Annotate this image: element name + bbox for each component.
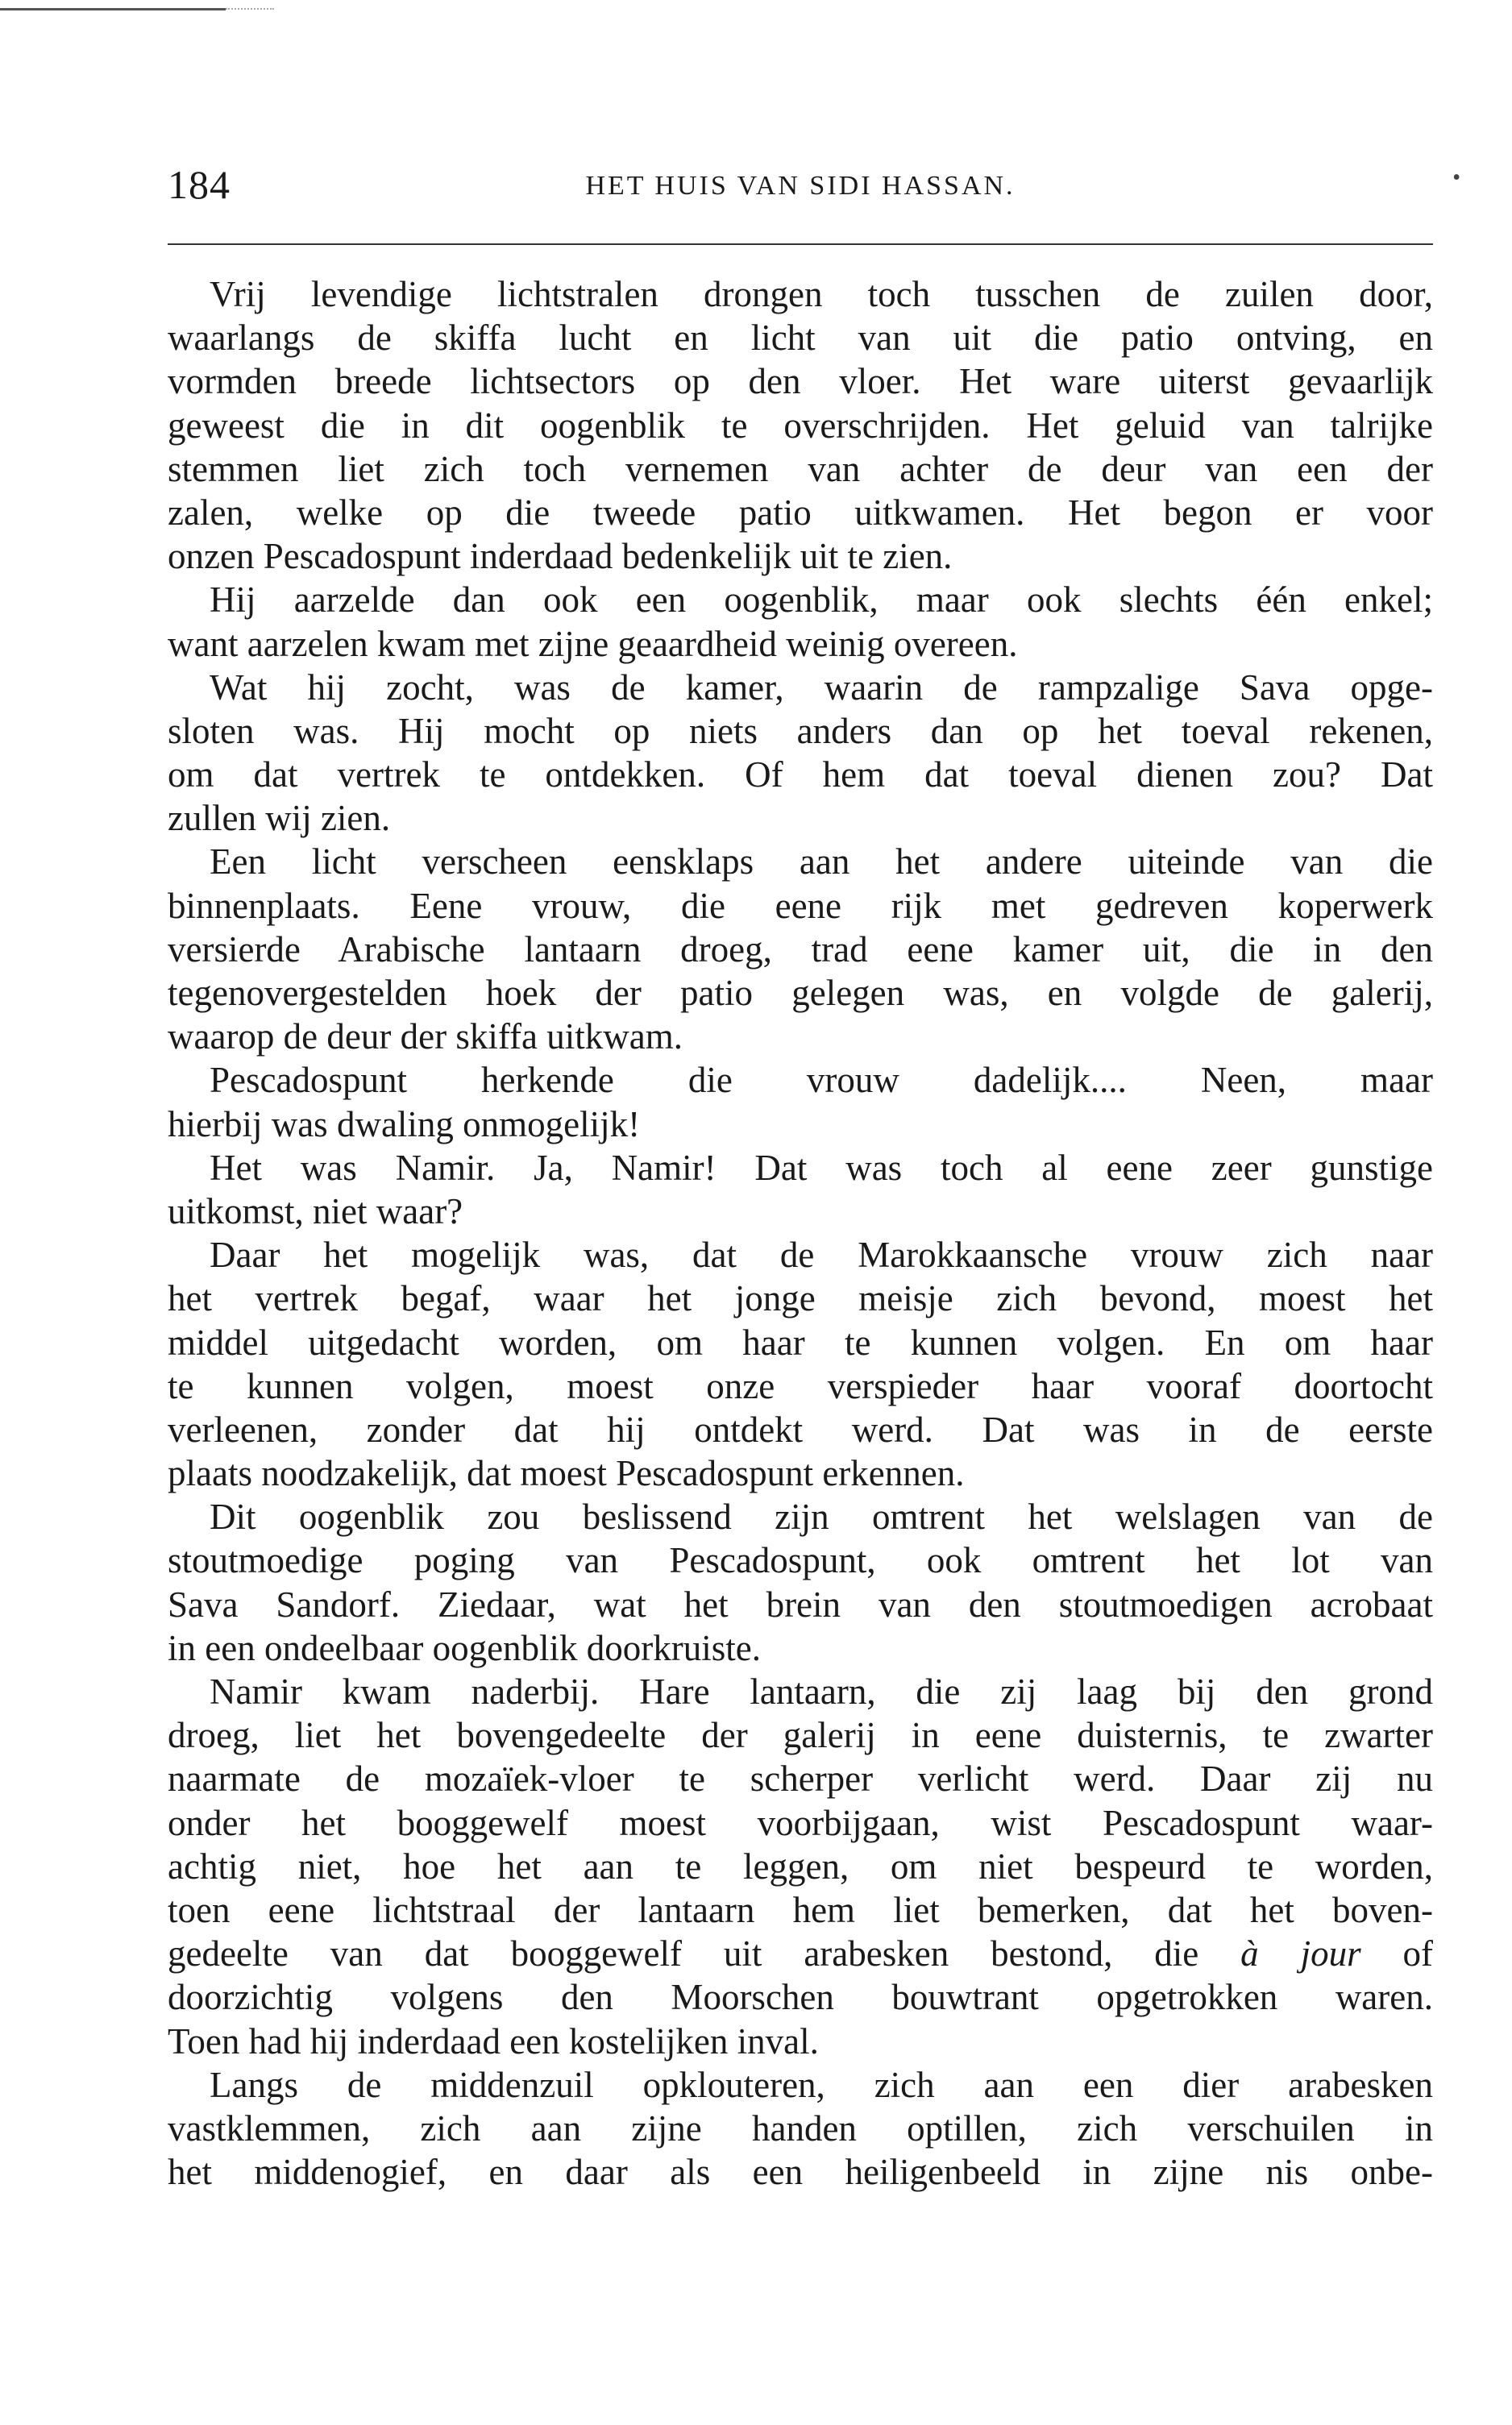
scan-edge-rule-faint xyxy=(226,8,274,10)
text-line: vastklemmen, zich aan zijne handen optillen, zich verschuilen in xyxy=(168,2107,1433,2149)
text-line: want aarzelen kwam met zijne geaardheid weinig overeen. xyxy=(168,623,1018,664)
text-line: tegenovergestelden hoek der patio gelegen was, en volgde de galerij, xyxy=(168,973,1433,1013)
running-title: HET HUIS VAN SIDI HASSAN. xyxy=(585,171,1016,201)
text-line: om dat vertrek te ontdekken. Of hem dat toeval dienen zou? Dat xyxy=(168,754,1433,795)
text-line: Een licht verscheen eensklaps aan het andere uiteinde van die xyxy=(210,841,1433,882)
text-line: Toen had hij inderdaad een kostelijken inval. xyxy=(168,2020,819,2062)
text-line: Het was Namir. Ja, Namir! Dat was toch al eene zeer gunstige xyxy=(210,1147,1433,1188)
text-line: toen eene lichtstraal der lantaarn hem liet bemerken, dat het boven- xyxy=(168,1889,1433,1930)
text-line: hierbij was dwaling onmogelijk! xyxy=(168,1103,641,1144)
italic-phrase: à jour xyxy=(1240,1933,1361,1974)
text-line: naarmate de mozaïek-vloer te scherper verlicht werd. Daar zij nu xyxy=(168,1759,1433,1800)
text-line: Langs de middenzuil opklouteren, zich aan een dier arabesken xyxy=(210,2064,1433,2105)
text-line: sloten was. Hij mocht op niets anders dan op het toeval rekenen, xyxy=(168,710,1433,751)
text-line: Hij aarzelde dan ook een oogenblik, maar ook slechts één enkel; xyxy=(210,579,1433,621)
text-line: stoutmoedige poging van Pescadospunt, ook omtrent het lot van xyxy=(168,1540,1433,1581)
text-line: Daar het mogelijk was, dat de Marokkaansche vrouw zich naar xyxy=(210,1235,1433,1276)
text-line: doorzichtig volgens den Moorschen bouwtrant opgetrokken waren. xyxy=(168,1977,1433,2018)
text-line: Pescadospunt herkende die vrouw dadelijk.... Neen, maar xyxy=(210,1060,1433,1101)
text-line: stemmen liet zich toch vernemen van achter de deur van een der xyxy=(168,448,1433,489)
text-line: onzen Pescadospunt inderdaad bedenkelijk uit te zien. xyxy=(168,536,953,577)
text-line: zullen wij zien. xyxy=(168,798,391,839)
text-line: Dit oogenblik zou beslissend zijn omtrent het welslagen van de xyxy=(210,1497,1433,1538)
stray-mark: • xyxy=(1452,165,1460,190)
text-line: het vertrek begaf, waar het jonge meisje zich bevond, moest het xyxy=(168,1278,1433,1319)
scan-edge-rule xyxy=(0,8,226,10)
text-line: zalen, welke op die tweede patio uitkwamen. Het begon er voor xyxy=(168,492,1433,533)
text-line: onder het booggewelf moest voorbijgaan, wist Pescadospunt waar- xyxy=(168,1802,1433,1843)
text-line: uitkomst, niet waar? xyxy=(168,1190,463,1231)
body-text xyxy=(168,272,1433,2194)
running-head xyxy=(168,161,1433,218)
text-line: droeg, liet het bovengedeelte der galerij in eene duisternis, te zwarter xyxy=(168,1715,1433,1756)
text-line: gedeelte van dat booggewelf uit arabesken bestond, die à jour of xyxy=(168,1933,1433,1974)
text-line: te kunnen volgen, moest onze verspieder haar vooraf doortocht xyxy=(168,1365,1433,1406)
text-line: verleenen, zonder dat hij ontdekt werd. Dat was in de eerste xyxy=(168,1409,1433,1450)
text-line: Wat hij zocht, was de kamer, waarin de rampzalige Sava opge- xyxy=(210,666,1433,708)
text-line: Namir kwam naderbij. Hare lantaarn, die zij laag bij den grond xyxy=(210,1671,1433,1712)
text-line: achtig niet, hoe het aan te leggen, om niet bespeurd te worden, xyxy=(168,1846,1433,1887)
text-line: het middenogief, en daar als een heiligenbeeld in zijne nis onbe- xyxy=(168,2152,1433,2193)
text-line: geweest die in dit oogenblik te overschrijden. Het geluid van talrijke xyxy=(168,405,1433,446)
text-line: plaats noodzakelijk, dat moest Pescadospunt erkennen. xyxy=(168,1453,965,1494)
text-line: vormden breede lichtsectors op den vloer. Het ware uiterst gevaarlijk xyxy=(168,361,1433,402)
text-line: versierde Arabische lantaarn droeg, trad eene kamer uit, die in den xyxy=(168,928,1433,970)
text-line: binnenplaats. Eene vrouw, die eene rijk met gedreven koperwerk xyxy=(168,885,1433,926)
text-line: waarlangs de skiffa lucht en licht van uit die patio ontving, en xyxy=(168,318,1433,359)
text-line: Sava Sandorf. Ziedaar, wat het brein van den stoutmoedigen acrobaat xyxy=(168,1584,1433,1625)
text-line: waarop de deur der skiffa uitkwam. xyxy=(168,1016,683,1057)
header-rule xyxy=(168,243,1433,245)
page-number: 184 xyxy=(168,162,231,207)
text-line: in een ondeelbaar oogenblik doorkruiste. xyxy=(168,1627,762,1668)
text-line: middel uitgedacht worden, om haar te kunnen volgen. En om haar xyxy=(168,1322,1433,1363)
text-line: Vrij levendige lichtstralen drongen toch tusschen de zuilen door, xyxy=(210,274,1433,314)
